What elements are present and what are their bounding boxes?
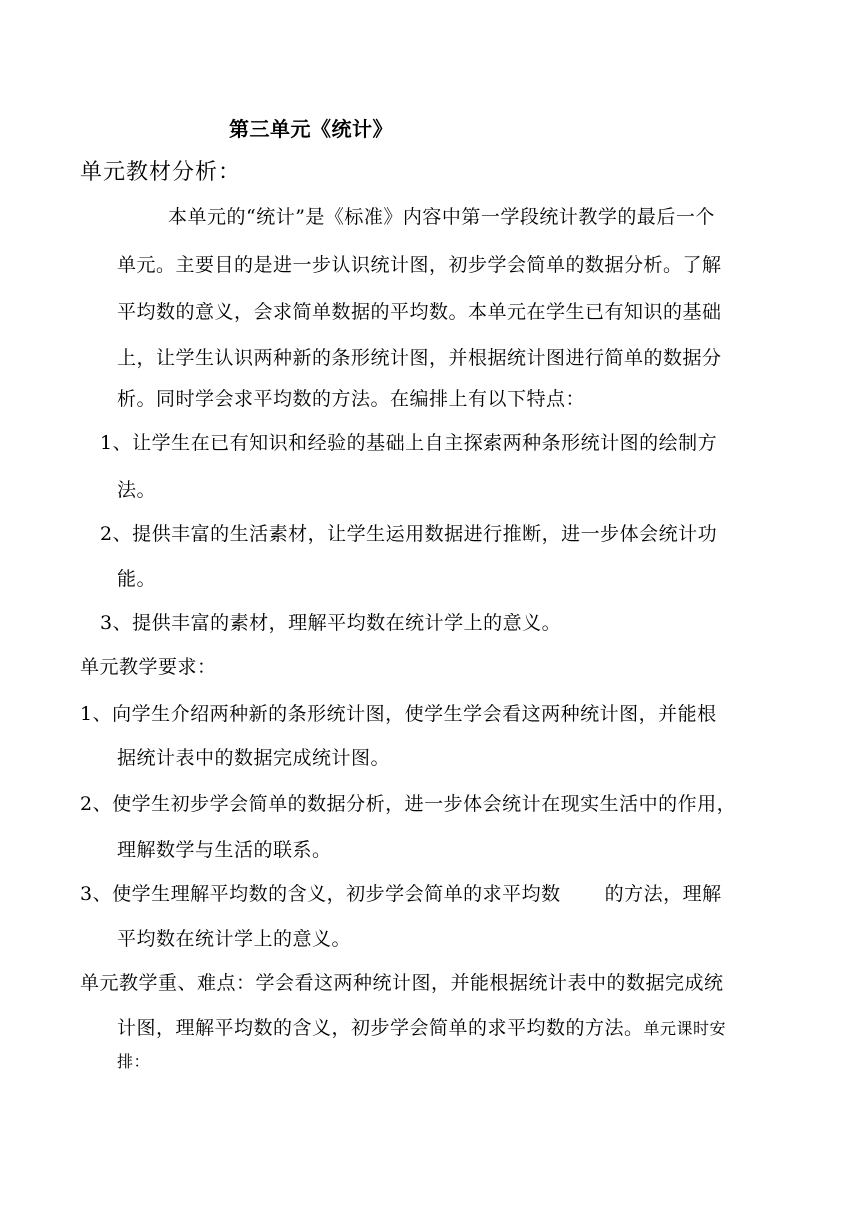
feature-point-2-cont: 能。 [117,568,157,590]
analysis-line: 析。同时学会求平均数的方法。在编排上有以下特点： [117,388,586,410]
feature-point-1-cont: 法。 [117,479,157,501]
key-points-line-cont [117,1016,726,1041]
requirements-heading: 单元教学要求： [80,656,217,678]
analysis-heading: 单元教材分析： [80,160,242,185]
requirement-2-cont: 理解数学与生活的联系。 [117,839,332,861]
schedule-label-cont: 排： [117,1052,151,1071]
analysis-line: 单元。主要目的是进一步认识统计图，初步学会简单的数据分析。了解 [117,254,722,276]
requirement-3-part-a: 3、使学生理解平均数的含义，初步学会简单的求平均数 [80,883,561,905]
key-points-line: 单元教学重、难点：学会看这两种统计图，并能根据统计表中的数据完成统 [80,972,724,994]
analysis-line: 平均数的意义，会求简单数据的平均数。本单元在学生已有知识的基础 [117,301,722,323]
schedule-label: 单元课时安 [643,1019,727,1038]
feature-point-2: 2、提供丰富的生活素材，让学生运用数据进行推断，进一步体会统计功 [100,523,718,545]
analysis-line: 上，让学生认识两种新的条形统计图，并根据统计图进行简单的数据分 [117,347,722,369]
analysis-line: 本单元的“统计”是《标准》内容中第一学段统计教学的最后一个 [168,206,715,228]
feature-point-3: 3、提供丰富的素材，理解平均数在统计学上的意义。 [100,612,562,634]
key-points-text: 计图，理解平均数的含义，初步学会简单的求平均数的方法。 [117,1017,644,1039]
requirement-3-part-b: 的方法，理解 [604,883,722,905]
feature-point-1: 1、让学生在已有知识和经验的基础上自主探索两种条形统计图的绘制方 [100,432,718,454]
requirement-2: 2、使学生初步学会简单的数据分析，进一步体会统计在现实生活中的作用， [80,793,737,815]
requirement-1-cont: 据统计表中的数据完成统计图。 [117,747,391,769]
requirement-3 [80,882,722,906]
requirement-1: 1、向学生介绍两种新的条形统计图，使学生学会看这两种统计图，并能根 [80,703,717,725]
requirement-3-cont: 平均数在统计学上的意义。 [117,928,352,950]
page-title: 第三单元《统计》 [229,117,393,141]
